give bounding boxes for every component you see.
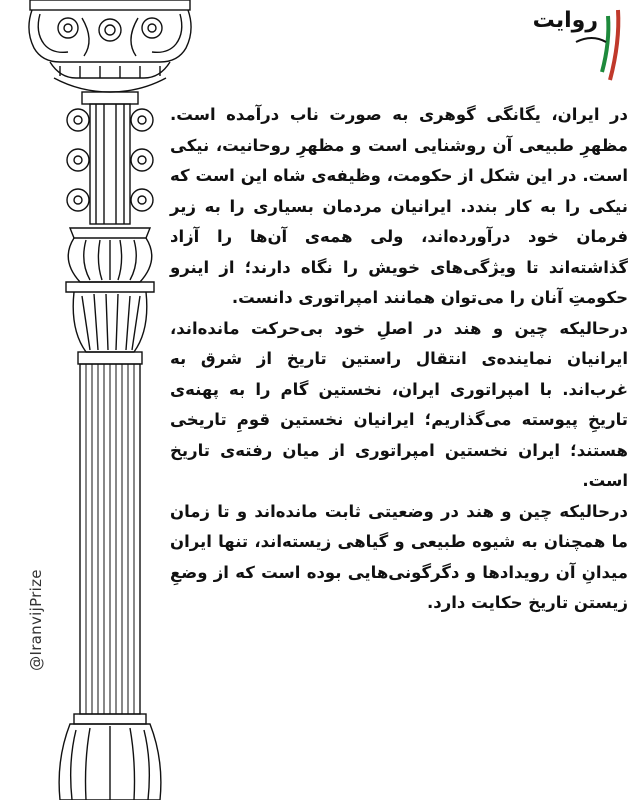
paragraph-1: در ایران، یگانگی گوهری به صورت ناب درآمده است. مظهرِ طبیعی آن روشنایی است و مظهرِ روحانیت، نیکی است. در این شکل از حکومت، وظیفه‌ی شاه این است که نیکی را به کار بندد. ایرانیان مردمان بسیاری را به زیر فرمان خود درآورده‌اند، ولی همه‌ی آن‌ها را آزاد گذاشته‌اند تا ویژگی‌های خویش را نگاه دارند؛ از اینرو حکومتِ آنان را می‌توان همانند امپراتوری دانست. xyxy=(170,105,628,307)
social-handle: @IranvijPrize xyxy=(27,569,45,671)
paragraph-3: درحالیکه چین و هند در وضعیتی ثابت مانده‌اند و تا زمان ما همچنان به شیوه طبیعی و گیاهی زیسته‌اند، تنها ایران میدانِ آن رویدادها و دگرگونی‌هایی بوده است که از وضعِ زیستن تاریخ حکایت دارد. xyxy=(170,501,628,612)
brand-logo xyxy=(532,2,628,84)
article-body xyxy=(170,100,628,619)
paragraph-2: درحالیکه چین و هند در اصلِ خود بی‌حرکت مانده‌اند، ایرانیان نماینده‌ی انتقال راستین تاریخ از شرق به غرب‌اند. با امپراتوری ایران، نخستین گام را به پهنه‌ی تاریخِ پیوسته می‌گذاریم؛ ایرانیان نخستین قومِ تاریخی هستند؛ ایران نخستین امپراتوری از میان رفته‌ی تاریخ است. xyxy=(170,318,628,490)
logo-text: روایت xyxy=(532,8,598,33)
